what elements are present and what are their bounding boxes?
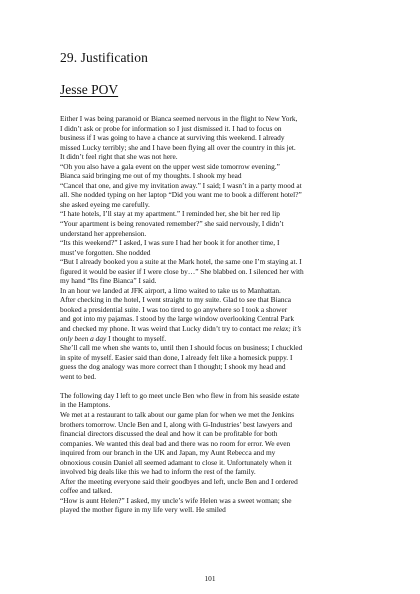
page-number: 101 [204,574,216,583]
text-line: Bianca said bringing me out of my thoughts. I shook my head [60,171,242,181]
text-line: I didn’t ask or probe for information so I just dismissed it. I had to focus on [60,123,282,133]
text-line: went to bed. [60,371,97,381]
text-line: “Your apartment is being renovated remember?” she said nervously, I didn’t [60,219,284,229]
text-line: inquired from our branch in the UK and Japan, my Aunt Rebecca and my [60,448,276,458]
text-line: “But I already booked you a suite at the Mark hotel, the same one I’m staying at. I [60,257,302,267]
text-line: She’ll call me when she wants to, until then I should focus on business; I chuckled [60,343,303,353]
text-line: “Oh you also have a gala event on the upper west side tomorrow evening.” [60,161,280,171]
text-line: Either I was being paranoid or Bianca seemed nervous in the flight to New York, [60,114,298,123]
text-line: involved big deals like this we had to inform the rest of the family. [60,467,256,477]
text-line: The following day I left to go meet uncle Ben who flew in from his seaside estate [60,390,300,400]
text-line: and checked my phone. It was weird that Lucky didn’t try to contact me relax; it’s [60,324,301,334]
body-text [60,114,370,515]
text-line: We met at a restaurant to talk about our game plan for when we met the Jenkins [60,409,294,419]
chapter-title: 29. Justification [60,50,148,65]
text-line: In an hour we landed at JFK airport, a limo waited to take us to Manhattan. [60,285,281,295]
text-line: companies. We wanted this deal bad and there was no room for error. We even [60,438,291,448]
text-line: booked a presidential suite. I was too tired to go anywhere so I took a shower [60,304,288,314]
text-line: “How is aunt Helen?” I asked, my uncle’s wife Helen was a sweet woman; she [60,495,292,505]
text-line: in spite of myself. Easier said than done, I already felt like a homesick puppy. I [60,352,293,362]
text-line: “Cancel that one, and give my invitation away.” I said; I wasn’t in a party mood at [60,180,302,190]
pov-heading: Jesse POV [60,82,119,97]
text-line: figured it would be easier if I were close by…” She blabbed on. I silenced her with [60,266,304,276]
text-line: understand her apprehension. [60,228,147,238]
text-line: and got into my pajamas. I stood by the large window overlooking Central Park [60,314,295,324]
text-line: obnoxious cousin Daniel all seemed adamant to close it. Unfortunately when it [60,457,292,467]
text-line: missed Lucky terribly; she and I have been flying all over the country in this jet. [60,142,296,152]
text-line: guess the dog analogy was more correct than I thought; I shook my head and [60,362,286,372]
text-line: in the Hamptons. [60,400,111,410]
text-line: played the mother figure in my life very well. He smiled [60,505,226,515]
text-line: she asked eyeing me carefully. [60,199,150,209]
text-line: It didn’t feel right that she was not here. [60,152,178,162]
text-line: all. She nodded typing on her laptop “Did you want me to book a different hotel?” [60,190,302,200]
text-line: my hand “Its fine Bianca” I said. [60,276,157,286]
text-line: “Its this weekend?” I asked, I was sure I had her book it for another time, I [60,238,280,248]
text-line: brothers tomorrow. Uncle Ben and I, along with G-Industries’ best lawyers and [60,419,293,429]
text-line: After checking in the hotel, I went straight to my suite. Glad to see that Bianca [60,295,292,305]
text-line: only been a day I thought to myself. [60,333,167,343]
text-line: business if I was going to have a chance at surviving this weekend. I already [60,133,285,143]
text-line: After the meeting everyone said their goodbyes and left, uncle Ben and I ordered [60,476,298,486]
text-line: “I hate hotels, I’ll stay at my apartment.” I reminded her, she bit her red lip [60,209,280,219]
text-line: financial directors discussed the deal and how it can be profitable for both [60,429,278,439]
text-line: must’ve forgotten. She nodded [60,247,151,257]
text-line [60,381,370,391]
text-line: coffee and talked. [60,486,113,496]
